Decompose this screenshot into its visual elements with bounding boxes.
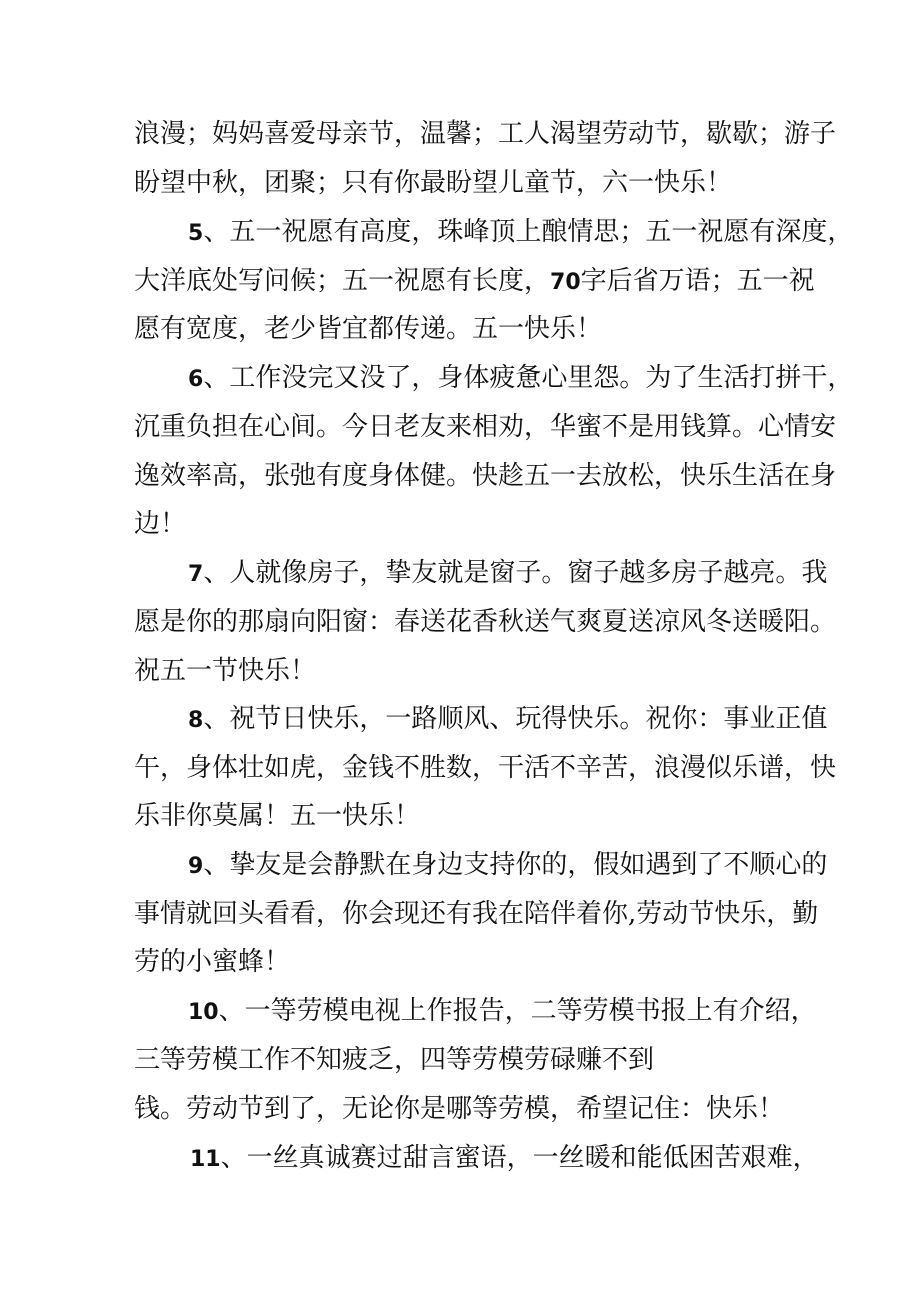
item-6-line-1 (188, 362, 853, 394)
item-9-line-2 (134, 898, 818, 930)
item-number: 8 (188, 708, 204, 733)
item-8-line-2 (134, 752, 836, 784)
line-text: 午，身体壮如虎，金钱不胜数，干活不辛苦，浪漫似乐谱，快 (134, 753, 837, 783)
line-text: 大洋底处写问候；五一祝愿有长度， (134, 266, 551, 296)
item-11-line-1 (190, 1142, 819, 1174)
item-number: 5 (188, 221, 204, 246)
item-9-line-3 (134, 946, 290, 978)
paragraph-line (134, 118, 836, 150)
line-text: 愿有宽度，老少皆宜都传递。五一快乐！ (134, 314, 603, 344)
line-text: 字后省万语；五一祝 (580, 266, 815, 296)
item-5-line-2 (134, 265, 815, 297)
item-7-line-3 (134, 655, 316, 687)
line-text: 、挚友是会静默在身边支持你的，假如遇到了不顺心的 (203, 850, 828, 880)
paragraph-line (134, 167, 732, 199)
line-text: 沉重负担在心间。今日老友来相劝，华蜜不是用钱算。心情安 (134, 412, 837, 442)
item-5-line-3 (134, 313, 602, 345)
line-text: 逸效率高，张弛有度身体健。快趁五一去放松，快乐生活在身 (134, 461, 837, 491)
item-7-line-1 (188, 557, 827, 589)
item-number: 7 (188, 562, 204, 587)
item-8-line-1 (188, 703, 827, 735)
item-number: 6 (188, 367, 204, 392)
item-5-line-1 (188, 216, 853, 248)
line-text: 盼望中秋，团聚；只有你最盼望儿童节，六一快乐！ (134, 168, 733, 198)
item-10-line-3 (134, 1093, 784, 1125)
line-text: 、一等劳模电视上作报告，二等劳模书报上有介绍， (218, 996, 817, 1026)
item-6-line-4 (134, 508, 186, 540)
line-text: 、五一祝愿有高度，珠峰顶上酿情思；五一祝愿有深度， (203, 217, 854, 247)
item-6-line-2 (134, 411, 836, 443)
line-text: 浪漫；妈妈喜爱母亲节，温馨；工人渴望劳动节，歇歇；游子 (134, 119, 837, 149)
item-6-line-3 (134, 460, 836, 492)
line-text: 钱。劳动节到了，无论你是哪等劳模，希望记住：快乐！ (134, 1094, 785, 1124)
line-text: 三等劳模工作不知疲乏，四等劳模劳碌赚不到 (134, 1045, 655, 1075)
item-10-line-1 (188, 995, 817, 1027)
line-text: 事情就回头看看，你会现还有我在陪伴着你,劳动节快乐，勤 (134, 899, 819, 929)
line-text: 、祝节日快乐，一路顺风、玩得快乐。祝你：事业正值 (203, 704, 828, 734)
line-text: 、人就像房子，挚友就是窗子。窗子越多房子越亮。我 (203, 558, 828, 588)
line-text: 劳的小蜜蜂！ (134, 947, 291, 977)
line-text: 、一丝真诚赛过甜言蜜语，一丝暖和能低困苦艰难， (220, 1143, 819, 1173)
item-number: 10 (188, 1000, 219, 1025)
item-10-line-2 (134, 1044, 654, 1076)
line-text: 、工作没完又没了，身体疲惫心里怨。为了生活打拼干， (203, 363, 854, 393)
inline-number: 70 (550, 270, 581, 295)
item-8-line-3 (134, 800, 420, 832)
item-9-line-1 (188, 849, 827, 881)
item-number: 11 (190, 1147, 221, 1172)
item-number: 9 (188, 854, 204, 879)
item-7-line-2 (134, 606, 836, 638)
line-text: 乐非你莫属！五一快乐！ (134, 801, 421, 831)
line-text: 愿是你的那扇向阳窗：春送花香秋送气爽夏送凉风冬送暖阳。 (134, 607, 837, 637)
line-text: 边！ (134, 509, 187, 539)
line-text: 祝五一节快乐！ (134, 656, 317, 686)
